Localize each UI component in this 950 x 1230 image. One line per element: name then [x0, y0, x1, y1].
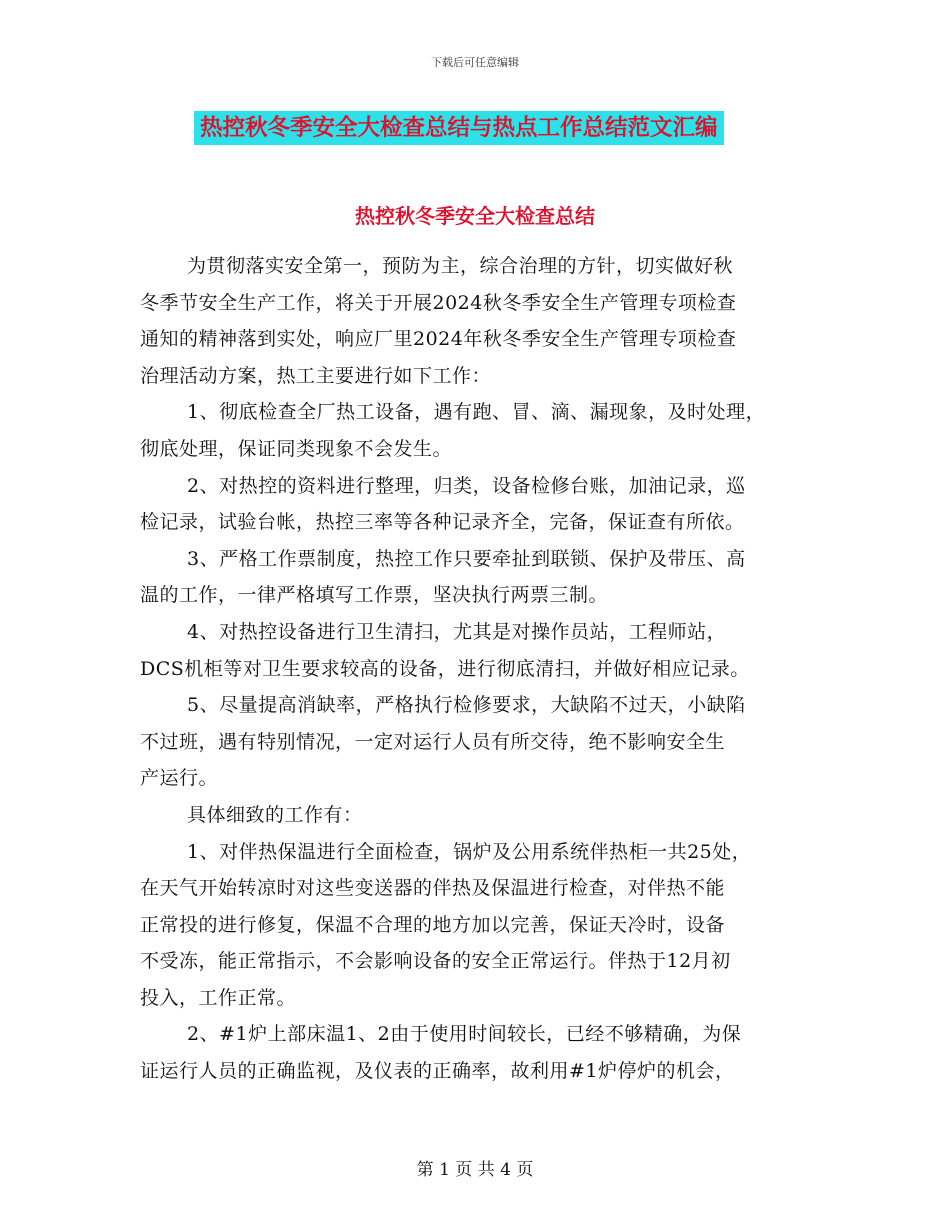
body-line: 2、#1炉上部床温1、2由于使用时间较长，已经不够精确，为保	[187, 1023, 742, 1046]
body-line: 1、彻底检查全厂热工设备，遇有跑、冒、滴、漏现象，及时处理，	[187, 401, 766, 424]
document-body	[140, 248, 820, 1090]
body-line: 在天气开始转凉时对这些变送器的伴热及保温进行检查，对伴热不能	[140, 877, 726, 900]
body-line: 为贯彻落实安全第一，预防为主，综合治理的方针，切实做好秋	[187, 255, 734, 277]
body-line: 1、对伴热保温进行全面检查，锅炉及公用系统伴热柜一共25处，	[187, 840, 752, 863]
body-line: 投入，工作正常。	[140, 986, 297, 1009]
body-line: 3、严格工作票制度，热控工作只要牵扯到联锁、保护及带压、高	[187, 547, 746, 570]
body-line: 4、对热控设备进行卫生清扫，尤其是对操作员站，工程师站，	[187, 620, 727, 643]
header-note: 下载后可任意编辑	[431, 56, 519, 69]
body-line: 温的工作，一律严格填写工作票，坚决执行两票三制。	[140, 584, 609, 607]
body-line: 2、对热控的资料进行整理，归类，设备检修台账，加油记录，巡	[187, 474, 746, 497]
body-line: DCS机柜等对卫生要求较高的设备，进行彻底清扫，并做好相应记录。	[140, 657, 750, 680]
body-line: 证运行人员的正确监视，及仪表的正确率，故利用#1炉停炉的机会，	[140, 1060, 735, 1083]
body-line: 通知的精神落到实处，响应厂里2024年秋冬季安全生产管理专项检查	[140, 328, 737, 351]
body-line: 不过班，遇有特别情况，一定对运行人员有所交待，绝不影响安全生	[140, 730, 726, 753]
page-footer: 第 1 页 共 4 页	[416, 1160, 534, 1180]
body-line: 冬季节安全生产工作，将关于开展2024秋冬季安全生产管理专项检查	[140, 291, 737, 314]
body-line: 具体细致的工作有：	[187, 803, 363, 826]
body-line: 不受冻，能正常指示，不会影响设备的安全正常运行。伴热于12月初	[140, 950, 731, 973]
body-line: 治理活动方案，热工主要进行如下工作：	[140, 364, 492, 387]
body-line: 5、尽量提高消缺率，严格执行检修要求，大缺陷不过天，小缺陷	[187, 694, 746, 717]
body-line: 产运行。	[140, 767, 219, 790]
body-line: 检记录，试验台帐，热控三率等各种记录齐全，完备，保证查有所依。	[140, 511, 745, 534]
section-title: 热控秋冬季安全大检查总结	[355, 204, 595, 228]
body-line: 正常投的进行修复，保温不合理的地方加以完善，保证天冷时，设备	[140, 913, 726, 936]
document-main-title: 热控秋冬季安全大检查总结与热点工作总结范文汇编	[194, 111, 724, 145]
body-line: 彻底处理，保证同类现象不会发生。	[140, 437, 453, 460]
